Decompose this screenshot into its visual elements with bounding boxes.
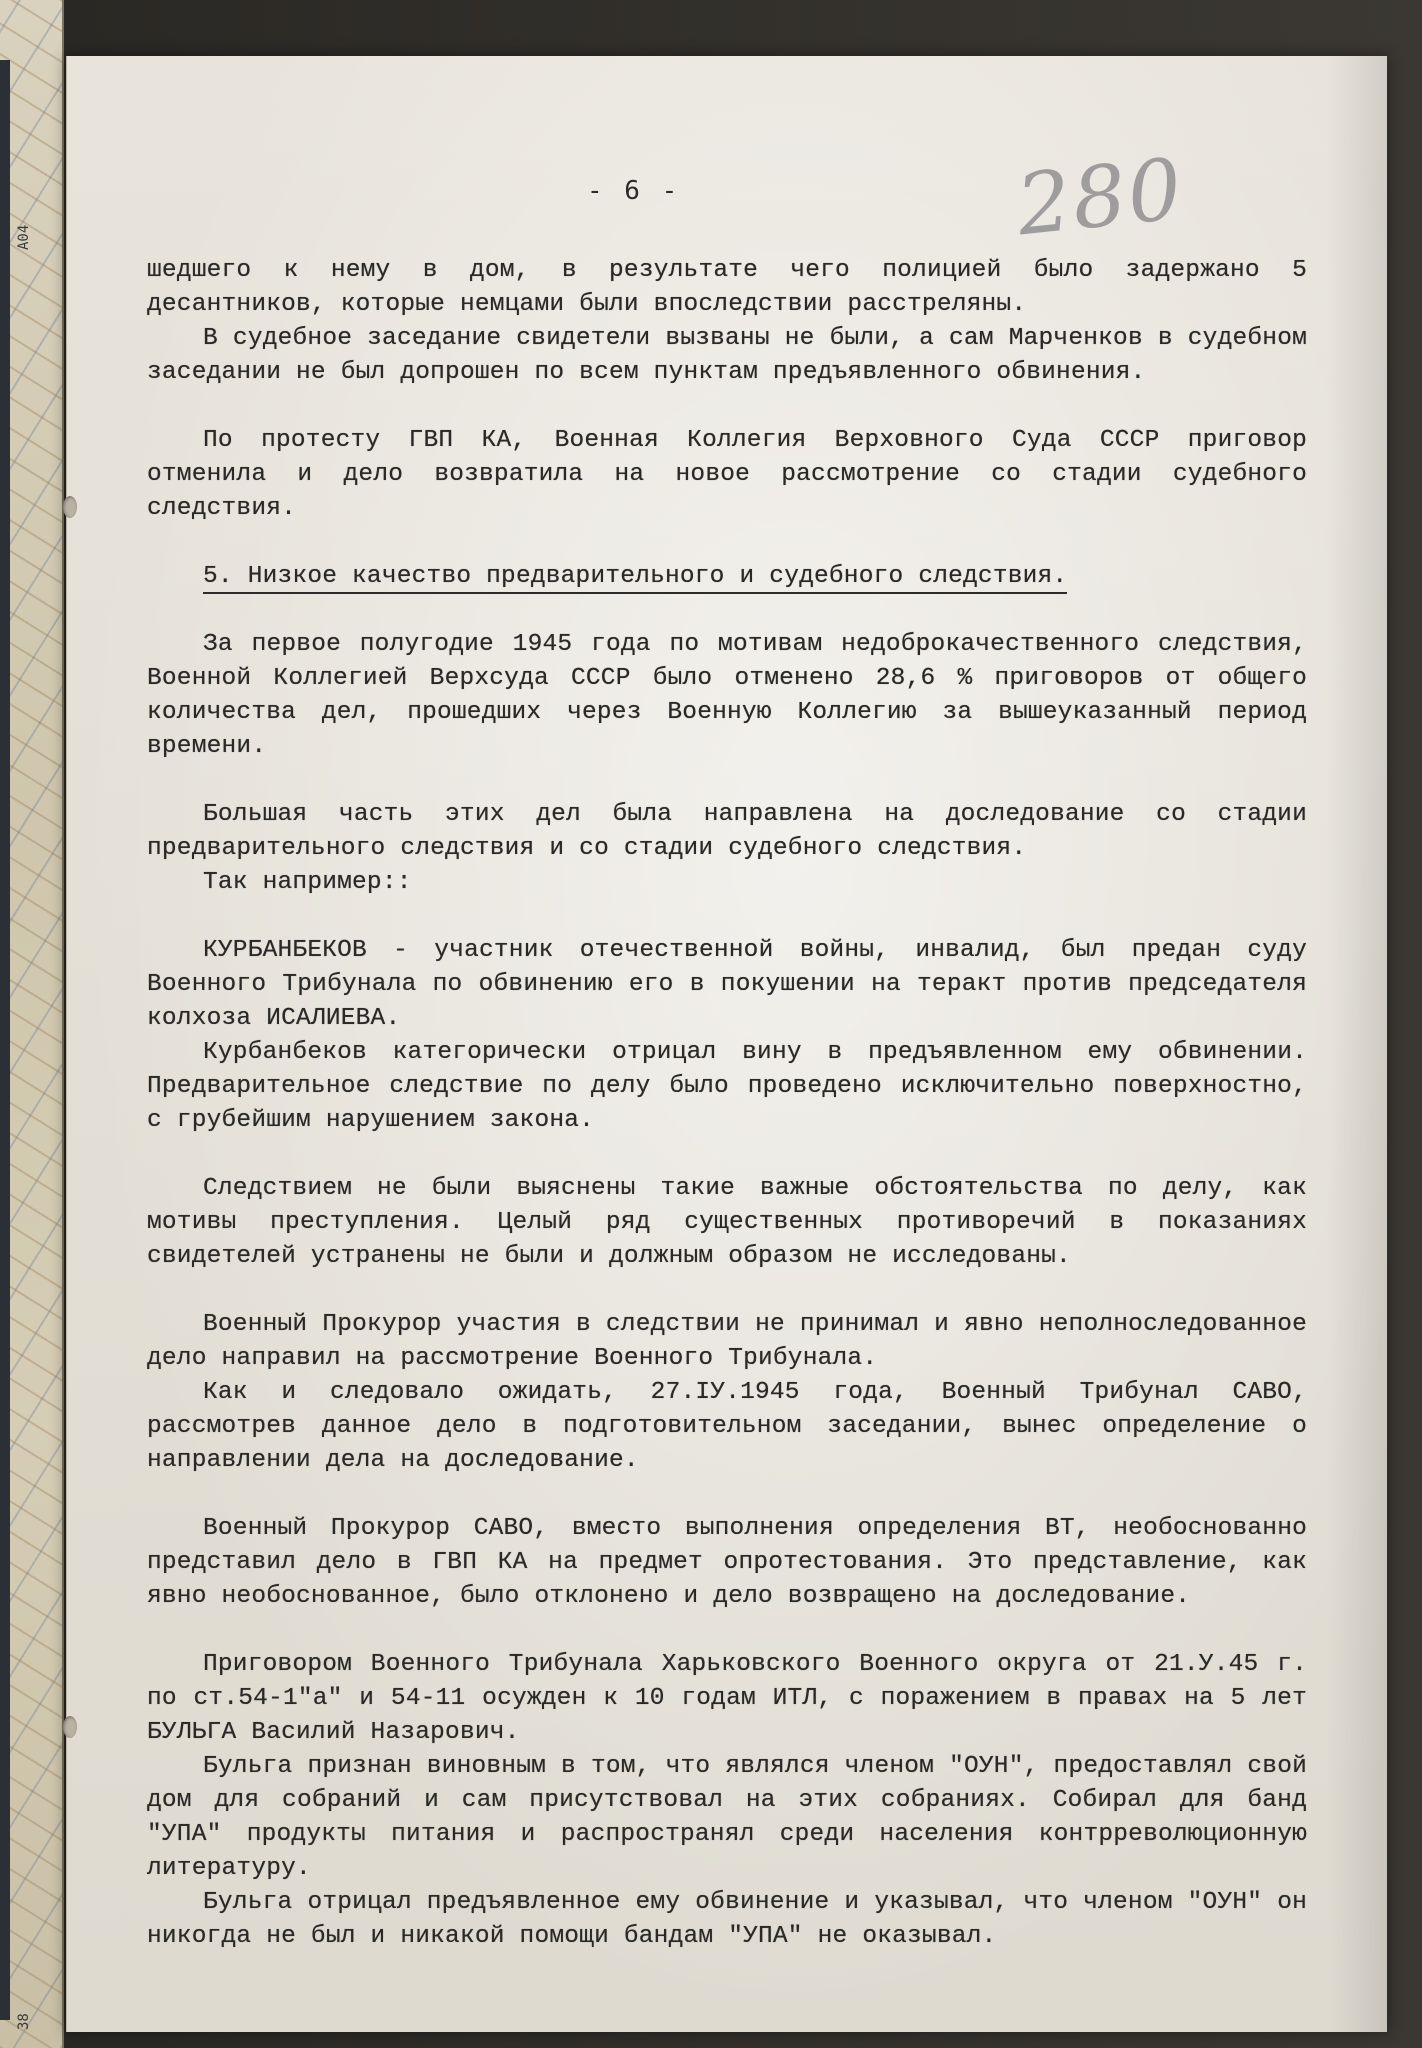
paragraph: Военный Прокурор участия в следствии не принимал и явно неполноследованное дело направил на рассмотрение Военного Трибунала. [147, 1311, 1307, 1372]
paragraph: За первое полугодие 1945 года по мотивам недоброкачественного следствия, Военной Коллегией Верхсуда СССР было отменено 28,6 % приговоров от общего количества дел, прошедших через Военную Коллегию за вышеуказанный период времени. [147, 631, 1307, 760]
paragraph: Следствием не были выяснены такие важные обстоятельства по делу, как мотивы преступления. Целый ряд существенных противоречий в показаниях свидетелей устранены не были и должным образом не исследованы. [147, 1175, 1307, 1270]
page-number: - 6 - [587, 176, 681, 206]
paragraph: В судебное заседание свидетели вызваны не были, а сам Марченков в судебном заседании не был допрошен по всем пунктам предъявленного обвинения. [147, 325, 1307, 386]
punch-hole [63, 1716, 77, 1738]
paragraph: шедшего к нему в дом, в результате чего полицией было задержано 5 десантников, которые немцами были впоследствии расстреляны. [147, 257, 1307, 318]
section-heading-text: 5. Низкое качество предварительного и судебного следствия. [203, 563, 1067, 594]
punch-hole [63, 496, 77, 518]
paragraph: Приговором Военного Трибунала Харьковского Военного округа от 21.У.45 г. по ст.54-1"а" и 54-11 осужден к 10 годам ИТЛ, с поражением в правах на 5 лет БУЛЬГА Василий Назарович. [147, 1651, 1307, 1746]
paragraph: Курбанбеков категорически отрицал вину в предъявленном ему обвинении. Предварительное следствие по делу было проведено исключительно поверхностно, с грубейшим нарушением закона. [147, 1039, 1307, 1134]
paragraph: Большая часть этих дел была направлена на доследование со стадии предварительного следствия и со стадии судебного следствия. [147, 801, 1307, 862]
paragraph: Бульга отрицал предъявленное ему обвинение и указывал, что членом "ОУН" он никогда не был и никакой помощи бандам "УПА" не оказывал. [147, 1889, 1307, 1950]
map-label-top: A04 [16, 224, 32, 250]
paragraph: Так например:: [203, 869, 412, 896]
paragraph: Военный Прокурор САВО, вместо выполнения определения ВТ, необоснованно представил дело в ГВП КА на предмет опротестования. Это представление, как явно необоснованное, было отклонено и дело возвращено на доследование. [147, 1515, 1307, 1610]
paragraph: КУРБАНБЕКОВ - участник отечественной войны, инвалид, был предан суду Военного Трибунала по обвинению его в покушении на теракт против председателя колхоза ИСАЛИЕВА. [147, 937, 1307, 1032]
folder-edge [0, 60, 10, 2020]
paragraph: По протесту ГВП КА, Военная Коллегия Верховного Суда СССР приговор отменила и дело возвратила на новое рассмотрение со стадии судебного следствия. [147, 427, 1307, 522]
map-margin [0, 0, 64, 2048]
map-label-bottom: 38 [16, 2013, 32, 2030]
pencil-folio-number: 280 [1012, 139, 1189, 255]
document-sheet [66, 56, 1387, 2032]
paragraph: Как и следовало ожидать, 27.IУ.1945 года, Военный Трибунал САВО, рассмотрев данное дело в подготовительном заседании, вынес определение о направлении дела на доследование. [147, 1379, 1307, 1474]
section-heading [147, 560, 1307, 594]
document-body [147, 254, 1307, 1954]
paragraph: Бульга признан виновным в том, что являлся членом "ОУН", предоставлял свой дом для собраний и сам присутствовал на этих собраниях. Собирал для банд "УПА" продукты питания и распространял среди населения контрреволюционную литературу. [147, 1753, 1307, 1882]
